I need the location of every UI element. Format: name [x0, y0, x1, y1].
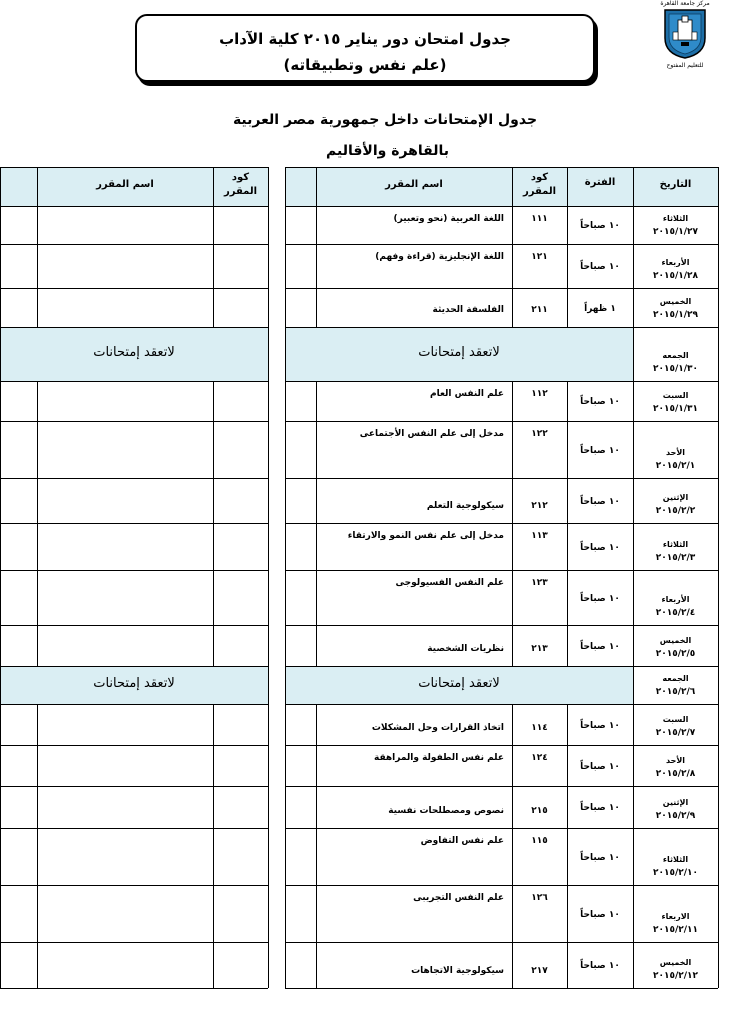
row-date: ٢٠١٥/٢/٣	[655, 553, 696, 563]
row-date: ٢٠١٥/٢/٦	[655, 687, 696, 697]
row-course: علم النفس العام	[429, 389, 504, 399]
grid-line	[0, 570, 268, 571]
row-date: ٢٠١٥/٢/٩	[655, 811, 696, 821]
row-code: ١٢١	[531, 252, 548, 262]
row-code: ٢١٢	[531, 501, 548, 511]
row-day: الجمعه	[662, 351, 689, 360]
row-code: ٢١٣	[531, 644, 548, 654]
grid-line	[285, 988, 718, 989]
grid-line	[0, 523, 268, 524]
logo-caption-bottom: للتعليم المفتوح	[666, 62, 704, 69]
university-logo	[652, 0, 718, 74]
grid-line	[285, 828, 718, 829]
row-date: ٢٠١٥/٢/١١	[652, 925, 699, 935]
row-day: الاربعاء	[661, 912, 690, 921]
grid-line	[285, 244, 718, 245]
row-course: اتخاذ القرارات وحل المشكلات	[371, 723, 504, 733]
row-day: الجمعه	[662, 674, 689, 683]
row-date: ٢٠١٥/٢/١٢	[652, 971, 699, 981]
grid-line	[37, 167, 38, 327]
logo-caption-top: مركز جامعة القاهرة	[660, 0, 710, 7]
row-code: ١١٤	[531, 723, 548, 733]
header-code: كود المقرر	[522, 172, 557, 197]
grid-line	[512, 167, 513, 327]
header-date: التاريخ	[659, 179, 692, 190]
row-period: ١٠ صباحاً	[580, 262, 620, 272]
row-day: الثلاثاء	[662, 855, 689, 864]
grid-line	[567, 167, 568, 327]
grid-line	[718, 167, 719, 988]
grid-line	[285, 885, 718, 886]
grid-line	[316, 381, 317, 666]
grid-line	[0, 244, 268, 245]
grid-line	[213, 167, 214, 327]
row-code: ٢١١	[531, 305, 548, 315]
grid-line	[285, 206, 718, 207]
row-date: ٢٠١٥/١/٣٠	[652, 364, 699, 374]
row-date: ٢٠١٥/١/٣١	[652, 404, 699, 414]
row-code: ٢١٧	[531, 966, 548, 976]
grid-line	[0, 206, 268, 207]
row-day: الإثنين	[662, 798, 689, 807]
row-day: الثلاثاء	[662, 540, 689, 549]
row-code: ١١١	[531, 214, 548, 224]
row-course: نصوص ومصطلحات نفسية	[388, 806, 504, 816]
grid-line	[285, 327, 718, 328]
row-day: الخميس	[659, 297, 692, 306]
no-exam-label-left: لاتعقد إمتحانات	[93, 345, 175, 360]
row-code: ١٢٣	[531, 578, 548, 588]
grid-line	[316, 704, 317, 988]
header-course: اسم المقرر	[385, 179, 443, 190]
grid-line	[0, 167, 1, 988]
row-day: الخميس	[659, 958, 692, 967]
page-subtitle: (علم نفس وتطبيقاته)	[283, 56, 447, 74]
shield-logo-icon	[663, 8, 707, 60]
grid-line	[0, 704, 268, 705]
row-course: علم النفس الفسيولوجى	[395, 578, 504, 588]
grid-line	[567, 704, 568, 988]
row-date: ٢٠١٥/٢/٢	[655, 506, 696, 516]
row-code: ٢١٥	[531, 806, 548, 816]
grid-line	[285, 786, 718, 787]
row-code: ١٢٦	[531, 893, 548, 903]
row-period: ١ ظهراً	[584, 303, 616, 314]
grid-line	[285, 570, 718, 571]
row-day: السبت	[662, 715, 689, 724]
row-code: ١١٥	[531, 836, 548, 846]
row-course: نظريات الشخصية	[427, 644, 504, 654]
row-date: ٢٠١٥/٢/٤	[655, 608, 696, 618]
row-course: اللغة الإنجليزية (قراءة وفهم)	[375, 252, 504, 262]
grid-line	[0, 988, 268, 989]
row-course: اللغة العربية (نحو وتعبير)	[393, 214, 504, 224]
row-course: علم النفس التجريبى	[413, 893, 504, 903]
row-period: ١٠ صباحاً	[580, 720, 620, 731]
grid-line	[567, 381, 568, 666]
grid-line	[0, 745, 268, 746]
grid-line	[0, 625, 268, 626]
row-course: سيكولوجية التعلم	[426, 501, 504, 511]
row-day: الأحد	[665, 448, 686, 457]
row-day: الأحد	[665, 756, 686, 765]
row-period: ١٠ صباحاً	[580, 221, 620, 231]
grid-line	[285, 666, 718, 667]
grid-line	[512, 381, 513, 666]
row-day: الأربعاء	[661, 258, 690, 267]
row-date: ٢٠١٥/١/٢٩	[652, 310, 699, 320]
grid-line	[285, 625, 718, 626]
grid-line	[0, 828, 268, 829]
row-date: ٢٠١٥/٢/٨	[655, 769, 696, 779]
grid-line	[285, 381, 718, 382]
row-period: ١٠ صباحاً	[580, 761, 620, 772]
grid-line	[0, 478, 268, 479]
schedule-heading: جدول الإمتحانات داخل جمهورية مصر العربية	[232, 112, 538, 128]
row-period: ١٠ صباحاً	[580, 397, 620, 407]
grid-line	[285, 167, 286, 988]
row-date: ٢٠١٥/٢/١	[655, 461, 696, 471]
no-exam-label: لاتعقد إمتحانات	[418, 345, 500, 360]
no-exam-label-left: لاتعقد إمتحانات	[93, 676, 175, 691]
grid-line	[37, 704, 38, 988]
row-code: ١٢٤	[531, 753, 548, 763]
grid-line	[268, 167, 269, 988]
row-day: السبت	[662, 391, 689, 400]
row-day: الخميس	[659, 636, 692, 645]
header-left-course: اسم المقرر	[96, 179, 154, 190]
grid-line	[37, 381, 38, 666]
row-period: ١٠ صباحاً	[580, 641, 620, 652]
grid-line	[633, 167, 634, 988]
grid-line	[285, 478, 718, 479]
row-period: ١٠ صباحاً	[580, 445, 620, 456]
row-course: سيكولوجية الاتجاهات	[411, 966, 504, 976]
row-course: مدخل إلى علم النفس الأجتماعى	[359, 429, 504, 439]
grid-line	[512, 704, 513, 988]
row-period: ١٠ صباحاً	[580, 593, 620, 604]
grid-line	[0, 885, 268, 886]
title-box	[135, 14, 595, 82]
grid-line	[316, 167, 317, 327]
row-date: ٢٠١٥/٢/٧	[655, 728, 696, 738]
row-code: ١١٣	[531, 531, 548, 541]
grid-line	[213, 381, 214, 666]
row-date: ٢٠١٥/١/٢٧	[652, 227, 699, 237]
grid-line	[213, 704, 214, 988]
row-date: ٢٠١٥/١/٢٨	[652, 271, 699, 281]
grid-line	[0, 327, 268, 328]
grid-line	[0, 786, 268, 787]
row-period: ١٠ صباحاً	[580, 909, 620, 920]
row-day: الإثنين	[662, 493, 689, 502]
row-day: الأربعاء	[661, 595, 690, 604]
row-day: الثلاثاء	[662, 214, 689, 223]
page-title: جدول امتحان دور يناير ٢٠١٥ كلية الآداب	[219, 30, 511, 48]
grid-line	[0, 421, 268, 422]
grid-line	[285, 704, 718, 705]
grid-line	[0, 381, 268, 382]
row-period: ١٠ صباحاً	[580, 961, 620, 971]
row-period: ١٠ صباحاً	[580, 852, 620, 863]
grid-line	[285, 942, 718, 943]
row-date: ٢٠١٥/٢/٥	[655, 649, 696, 659]
row-period: ١٠ صباحاً	[580, 496, 620, 507]
row-course: مدخل إلى علم نفس النمو والارتقاء	[347, 531, 504, 541]
header-period: الفترة	[584, 177, 616, 188]
row-code: ١٢٢	[531, 429, 548, 439]
row-period: ١٠ صباحاً	[580, 542, 620, 553]
row-course: علم نفس التفاوض	[420, 836, 504, 846]
grid-line	[0, 942, 268, 943]
grid-line	[285, 421, 718, 422]
grid-line	[0, 167, 268, 168]
grid-line	[285, 167, 718, 168]
grid-line	[285, 288, 718, 289]
header-left-code: كود المقرر	[223, 172, 258, 197]
grid-line	[0, 288, 268, 289]
row-period: ١٠ صباحاً	[580, 803, 620, 813]
schedule-location: بالقاهرة والأقاليم	[326, 143, 449, 159]
grid-line	[285, 745, 718, 746]
row-course: الفلسفة الحديثة	[432, 305, 504, 315]
row-code: ١١٢	[531, 389, 548, 399]
grid-line	[0, 666, 268, 667]
no-exam-label: لاتعقد إمتحانات	[418, 676, 500, 691]
row-date: ٢٠١٥/٢/١٠	[652, 868, 699, 878]
row-course: علم نفس الطفولة والمراهقة	[374, 753, 504, 763]
grid-line	[285, 523, 718, 524]
